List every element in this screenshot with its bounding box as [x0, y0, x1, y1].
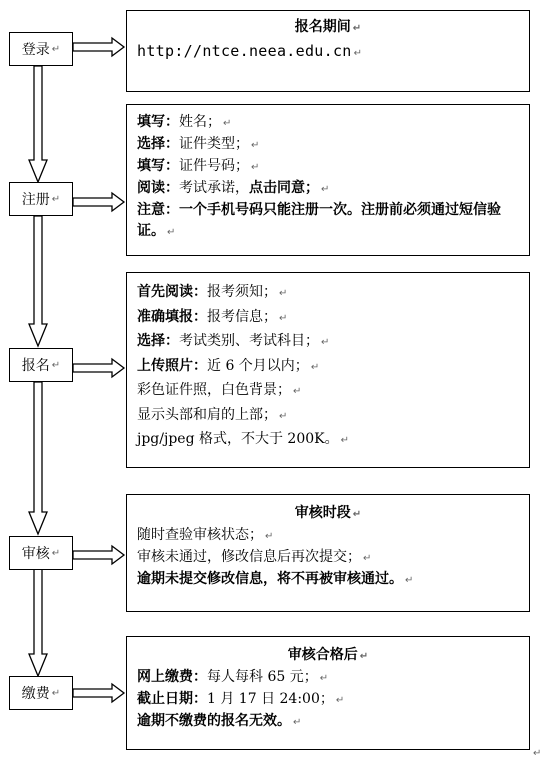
right-arrow-4 [73, 546, 124, 564]
right-arrow-5 [73, 684, 124, 702]
step-login: 登录 ↵ [9, 32, 73, 66]
down-arrow-3 [29, 382, 47, 534]
register-line: 选择：证件类型； ↵ [137, 136, 260, 152]
step-apply: 报名 ↵ [9, 348, 73, 382]
info-box-apply [126, 272, 530, 468]
review-title: 审核时段 [294, 505, 351, 521]
apply-line: 准确填报：报考信息； ↵ [137, 308, 288, 325]
paragraph-mark: ↵ [533, 748, 541, 759]
period-title: 报名期间 [294, 19, 351, 35]
info-box-period: 报名期间 ↵ http://ntce.neea.edu.cn ↵ [126, 10, 530, 92]
right-arrow-2 [73, 193, 124, 211]
register-line: 填写：证件号码； ↵ [137, 158, 260, 174]
payment-line: 截止日期：1 月 17 日 24:00； ↵ [137, 691, 345, 707]
payment-title: 审核合格后 [287, 647, 358, 663]
down-arrow-1 [29, 66, 47, 182]
register-line: 阅读：考试承诺，点击同意； ↵ [137, 180, 330, 196]
step-review: 审核 ↵ [9, 536, 73, 570]
review-line: 逾期未提交修改信息，将不再被审核通过。 ↵ [137, 571, 414, 587]
right-arrow-3 [73, 359, 124, 377]
payment-line: 网上缴费：每人每科 65 元； ↵ [137, 669, 329, 685]
apply-line: 首先阅读：报考须知； ↵ [137, 284, 288, 300]
review-line: 随时查验审核状态； ↵ [137, 527, 274, 543]
register-line: 填写：姓名； ↵ [137, 114, 232, 130]
info-box-review: 审核时段 ↵ 随时查验审核状态； ↵ 审核未通过，修改信息后再次提交； ↵ 逾期未提交修改信息，将不再被审核通过。 ↵ [126, 494, 530, 612]
apply-line: 显示头部和肩的上部； ↵ [137, 406, 288, 423]
apply-line: 彩色证件照，白色背景； ↵ [137, 382, 302, 398]
apply-line: 选择：考试类别、考试科目； ↵ [137, 333, 330, 349]
info-box-payment: 审核合格后 ↵ 网上缴费：每人每科 65 元； ↵ 截止日期：1 月 17 日 24:00； ↵ 逾期不缴费的报名无效。 ↵ [126, 636, 530, 750]
down-arrow-4 [29, 568, 47, 676]
apply-line: 上传照片：近 6 个月以内； ↵ [137, 357, 320, 374]
down-arrow-2 [29, 216, 47, 346]
apply-line: jpg/jpeg 格式，不大于 200K。 ↵ [137, 431, 350, 447]
register-note: 注意：一个手机号码只能注册一次。注册前必须通过短信验证。 ↵ [137, 202, 501, 239]
review-line: 审核未通过，修改信息后再次提交； ↵ [137, 549, 372, 565]
exam-url[interactable]: http://ntce.neea.edu.cn [137, 42, 352, 60]
step-register: 注册 ↵ [9, 182, 73, 216]
payment-line: 逾期不缴费的报名无效。 ↵ [137, 713, 302, 729]
right-arrow-1 [73, 38, 124, 56]
info-box-register [126, 104, 530, 256]
step-payment: 缴费 ↵ [9, 676, 73, 710]
